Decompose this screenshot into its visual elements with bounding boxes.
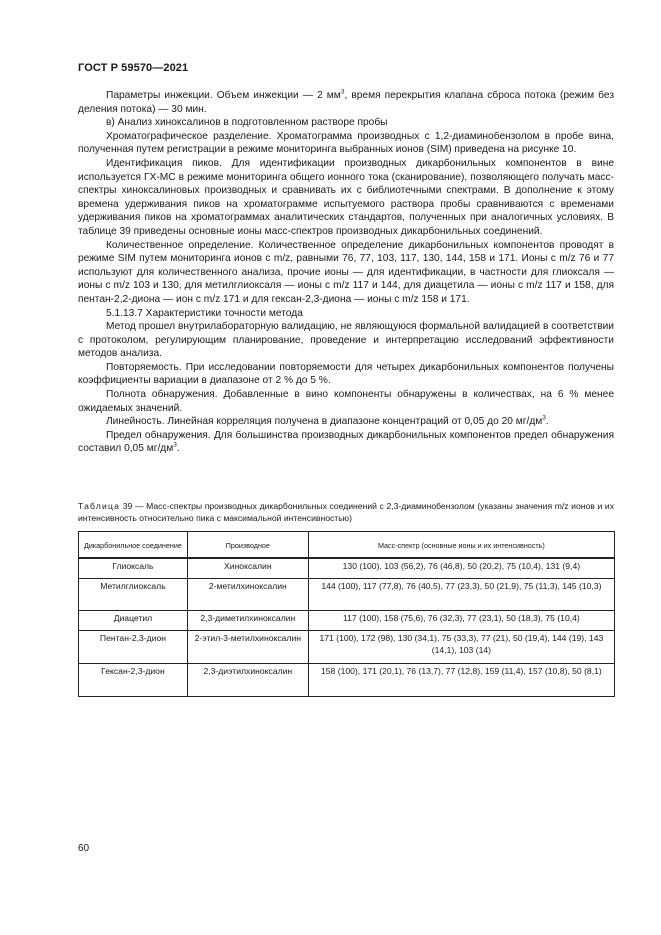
cell-compound: Диацетил bbox=[79, 611, 188, 631]
cell-compound: Гексан-2,3-дион bbox=[79, 664, 188, 697]
paragraph-identification: Идентификация пиков. Для идентификации производных дикарбонильных компонентов в вине используется ГХ-МС в режиме мониторинга общего ионного тока (сканирование), позволяющего получать масс-спектры хиноксалиновых производных и сравнивать их с библиотечными спектрами. В дополнение к этому времена удерживания пиков на хроматограмме испытуемого раствора пробы сравниваются с временами удерживания пиков на хроматограммах аналитических стандартов, полученных при аналогичных условиях. В таблице 39 приведены основные ионы масс-спектров производных дикарбонильных соединений. bbox=[78, 157, 614, 237]
body-text bbox=[78, 89, 614, 456]
table-row bbox=[79, 579, 615, 611]
paragraph-injection: Параметры инжекции. Объем инжекции — 2 $мм^3$, время перекрытия клапана сброса потока (режим без деления потока) — 30 мин. bbox=[78, 88, 614, 115]
paragraph-validation: Метод прошел внутрилабораторную валидацию, не являющуюся формальной валидацией в соответствии с протоколом, регулирующим планирование, проведение и интерпретацию исследований эффективности методов анализа. bbox=[78, 321, 614, 360]
paragraph-recovery: Полнота обнаружения. Добавленные в вино компоненты обнаружены в количествах, на 6 % менее ожидаемых значений. bbox=[78, 389, 614, 414]
section-heading: 5.1.13.7 Характеристики точности метода bbox=[106, 307, 303, 319]
page-number: 60 bbox=[78, 843, 90, 854]
cell-spectrum: 130 (100), 103 (56,2), 76 (46,8), 50 (20,2), 75 (10,4), 131 (9,4) bbox=[308, 558, 614, 579]
paragraph-quantification: Количественное определение. Количественное определение дикарбонильных компонентов проводят в режиме SIM путем мониторинга ионов с m/z, равными 76, 77, 103, 117, 130, 144, 158 и 171. Ионы с m/z 76 и 77 используют для количественного анализа, прочие ионы — для идентификации, в частности для глиоксаля — ионы с m/z 103 и 130, для метилглиоксаля — ионы с m/z 117 и 144, для диацетила — ионы с m/z 117 и 158, для пентан-2,2-диона — ион с m/z 171 и для гексан-2,3-диона — ионы с m/z 158 и 171. bbox=[78, 239, 614, 305]
table-header-row bbox=[79, 532, 615, 559]
paragraph-repeatability: Повторяемость. При исследовании повторяемости для четырех дикарбонильных компонентов получены коэффициенты вариации в диапазоне от 2 % до 5 %. bbox=[78, 361, 614, 387]
cell-derivative: 2-этил-3-метилхиноксалин bbox=[187, 631, 308, 664]
standard-header: ГОСТ Р 59570—2021 bbox=[78, 62, 189, 74]
cell-derivative: 2,3-диметилхиноксалин bbox=[187, 611, 308, 631]
cell-spectrum: 117 (100), 158 (75,6), 76 (32,3), 77 (23,1), 50 (18,3), 75 (10,4) bbox=[308, 611, 614, 631]
cell-derivative: 2-метилхиноксалин bbox=[187, 579, 308, 611]
cell-compound: Пентан-2,3-дион bbox=[79, 631, 188, 664]
paragraph-separation: Хроматографическое разделение. Хроматограмма производных с 1,2-диаминобензолом в пробе вина, полученная путем регистрации в режиме мониторинга выбранных ионов (SIM) приведена на рисунке 10. bbox=[78, 130, 614, 156]
header-derivative: Производное bbox=[187, 532, 308, 559]
cell-compound: Метилглиоксаль bbox=[79, 579, 188, 611]
cell-spectrum: 144 (100), 117 (77,8), 76 (40,5), 77 (23,3), 50 (21,9), 75 (11,3), 145 (10,3) bbox=[308, 579, 614, 611]
cell-derivative: 2,3-диэтилхиноксалин bbox=[187, 664, 308, 697]
cell-spectrum: 158 (100), 171 (20,1), 76 (13,7), 77 (12,8), 159 (11,4), 157 (10,8), 50 (8,1) bbox=[308, 664, 614, 697]
header-compound: Дикарбонильное соединение bbox=[79, 532, 188, 559]
table-row bbox=[79, 631, 615, 664]
table-row bbox=[79, 611, 615, 631]
paragraph-detection-limit: Предел обнаружения. Для большинства производных дикарбонильных компонентов предел обнаружения составил 0,05 $мг/дм^3$. bbox=[78, 429, 614, 455]
mass-spectra-table bbox=[78, 531, 615, 697]
table-row bbox=[79, 558, 615, 579]
cell-spectrum: 171 (100), 172 (98), 130 (34,1), 75 (33,3), 77 (21), 50 (19,4), 144 (19), 143 (14,1), 103 (14) bbox=[308, 631, 614, 664]
table-caption-label: Таблица bbox=[78, 501, 121, 511]
header-spectrum: Масс-спектр (основные ионы и их интенсивность) bbox=[308, 532, 614, 559]
table-caption bbox=[78, 501, 614, 525]
paragraph-analysis: в) Анализ хиноксалинов в подготовленном растворе пробы bbox=[106, 117, 388, 129]
paragraph-linearity: Линейность. Линейная корреляция получена в диапазоне концентраций от 0,05 до 20 $мг/дм^3$. bbox=[106, 414, 549, 428]
cell-compound: Глиоксаль bbox=[79, 558, 188, 579]
cell-derivative: Хиноксалин bbox=[187, 558, 308, 579]
table-row bbox=[79, 664, 615, 697]
table-caption-text: 39 — Масс-спектры производных дикарбонильных соединений с 2,3-диаминобензолом (указаны значения m/z ионов и их интенсивность относительно пика с максимальной интенсивностью) bbox=[78, 501, 614, 523]
